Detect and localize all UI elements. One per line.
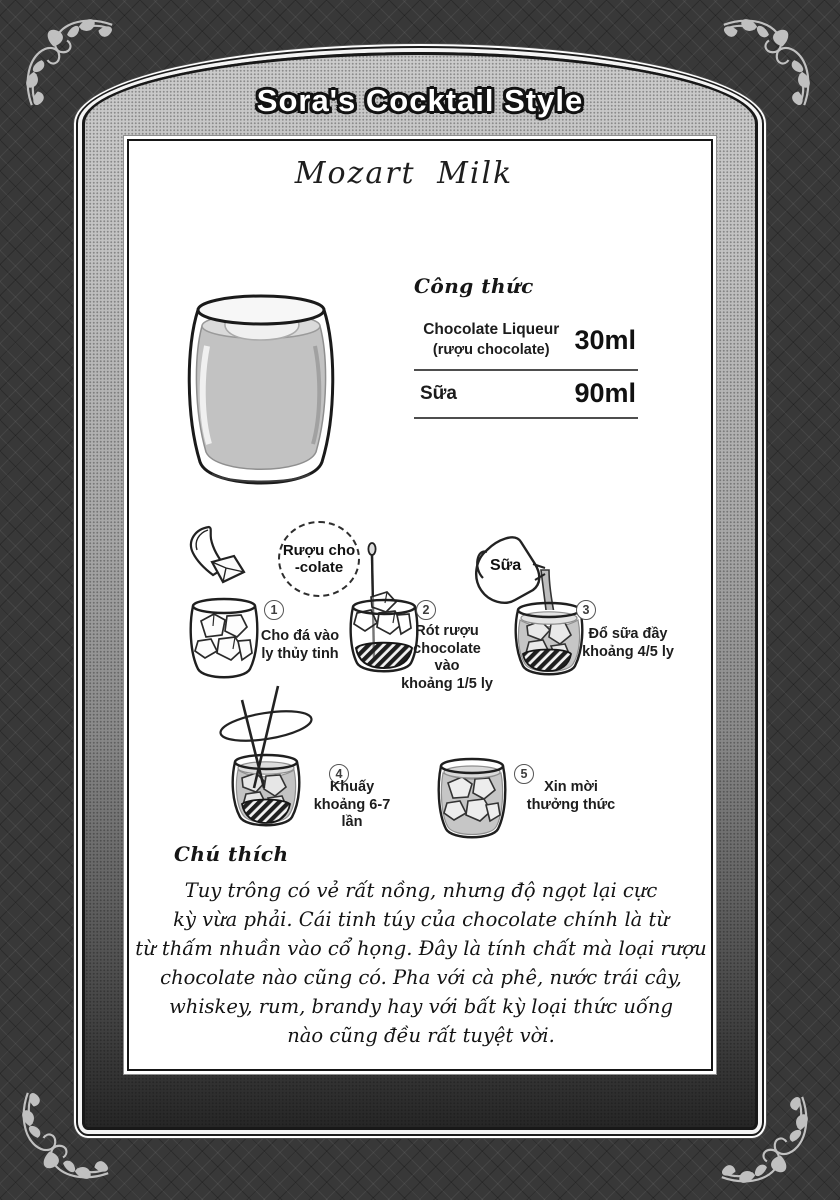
ingredient-name: Sữa <box>420 383 457 404</box>
ingredient-amount: 30ml <box>574 324 636 355</box>
step-number-badge: 1 <box>264 600 284 620</box>
step-number-badge: 4 <box>329 764 349 784</box>
step-label <box>526 779 616 814</box>
step-number-badge: 5 <box>514 764 534 784</box>
notes-line: kỳ vừa phải. Cái tinh túy của chocolate chính là từ <box>173 908 669 931</box>
step-label-line: Khuấy <box>329 779 375 795</box>
step-label-line: khoảng 1/5 ly <box>401 675 493 692</box>
step-label <box>256 628 344 663</box>
step-label-line: thưởng thức <box>526 796 616 813</box>
bubble-text-line: -colate <box>294 559 344 576</box>
serve-glass-illustration <box>434 753 510 843</box>
drink-title: Mozart Milk <box>294 156 514 191</box>
banner-title: Sora's Cocktail Style <box>256 83 584 118</box>
step-label-line: Đổ sữa đầy <box>588 626 668 642</box>
ingredient-name <box>416 319 566 361</box>
recipe-heading: Công thức <box>414 274 534 298</box>
step-label-line: khoảng 6-7 lần <box>313 796 391 830</box>
notes-line: whiskey, rum, brandy hay với bất kỳ loại thức uống <box>169 995 673 1018</box>
step-number-badge: 2 <box>416 600 436 620</box>
step-label-line: ly thủy tinh <box>261 645 339 662</box>
notes-line: nào cũng đều rất tuyệt vời. <box>287 1024 555 1047</box>
step-label-line: Cho đá vào <box>260 628 340 644</box>
recipe-section <box>414 274 638 419</box>
step-label-line: khoảng 4/5 ly <box>582 643 674 660</box>
ingredient-name-sub: (rượu chocolate) <box>432 342 550 358</box>
glass-with-ice-illustration <box>186 593 262 683</box>
ingredient-row <box>414 312 638 371</box>
notes-line: từ thấm nhuần vào cổ họng. Đây là tính chất mà loại rượu <box>135 937 707 960</box>
stirring-glass-illustration <box>216 684 316 834</box>
ice-tong-illustration <box>181 521 255 595</box>
ingredient-name-line: Chocolate Liqueur <box>423 321 560 338</box>
step-label-line: Rót rượu <box>415 623 479 639</box>
notes-line: Tuy trông có vẻ rất nồng, nhưng độ ngọt lại cực <box>184 879 658 902</box>
step-label <box>302 779 402 832</box>
step-label <box>399 623 495 693</box>
ingredient-row <box>414 371 638 419</box>
notes-heading: Chú thích <box>174 842 289 866</box>
step-label-line: chocolate vào <box>413 640 481 674</box>
notes-line: chocolate nào cũng có. Pha với cà phê, nước trái cây, <box>160 966 682 989</box>
step-label-line: Xin mời <box>544 779 598 795</box>
pitcher-label: Sữa <box>490 557 522 574</box>
ingredient-amount: 90ml <box>574 378 636 408</box>
step-label <box>580 626 676 661</box>
finished-drink-glass-illustration <box>176 284 346 506</box>
bubble-text-line: Rượu cho <box>282 542 356 559</box>
recipe-card <box>123 135 717 1075</box>
notes-paragraph <box>134 876 708 1050</box>
recipe-plaque <box>82 52 758 1130</box>
step-number-badge: 3 <box>576 600 596 620</box>
